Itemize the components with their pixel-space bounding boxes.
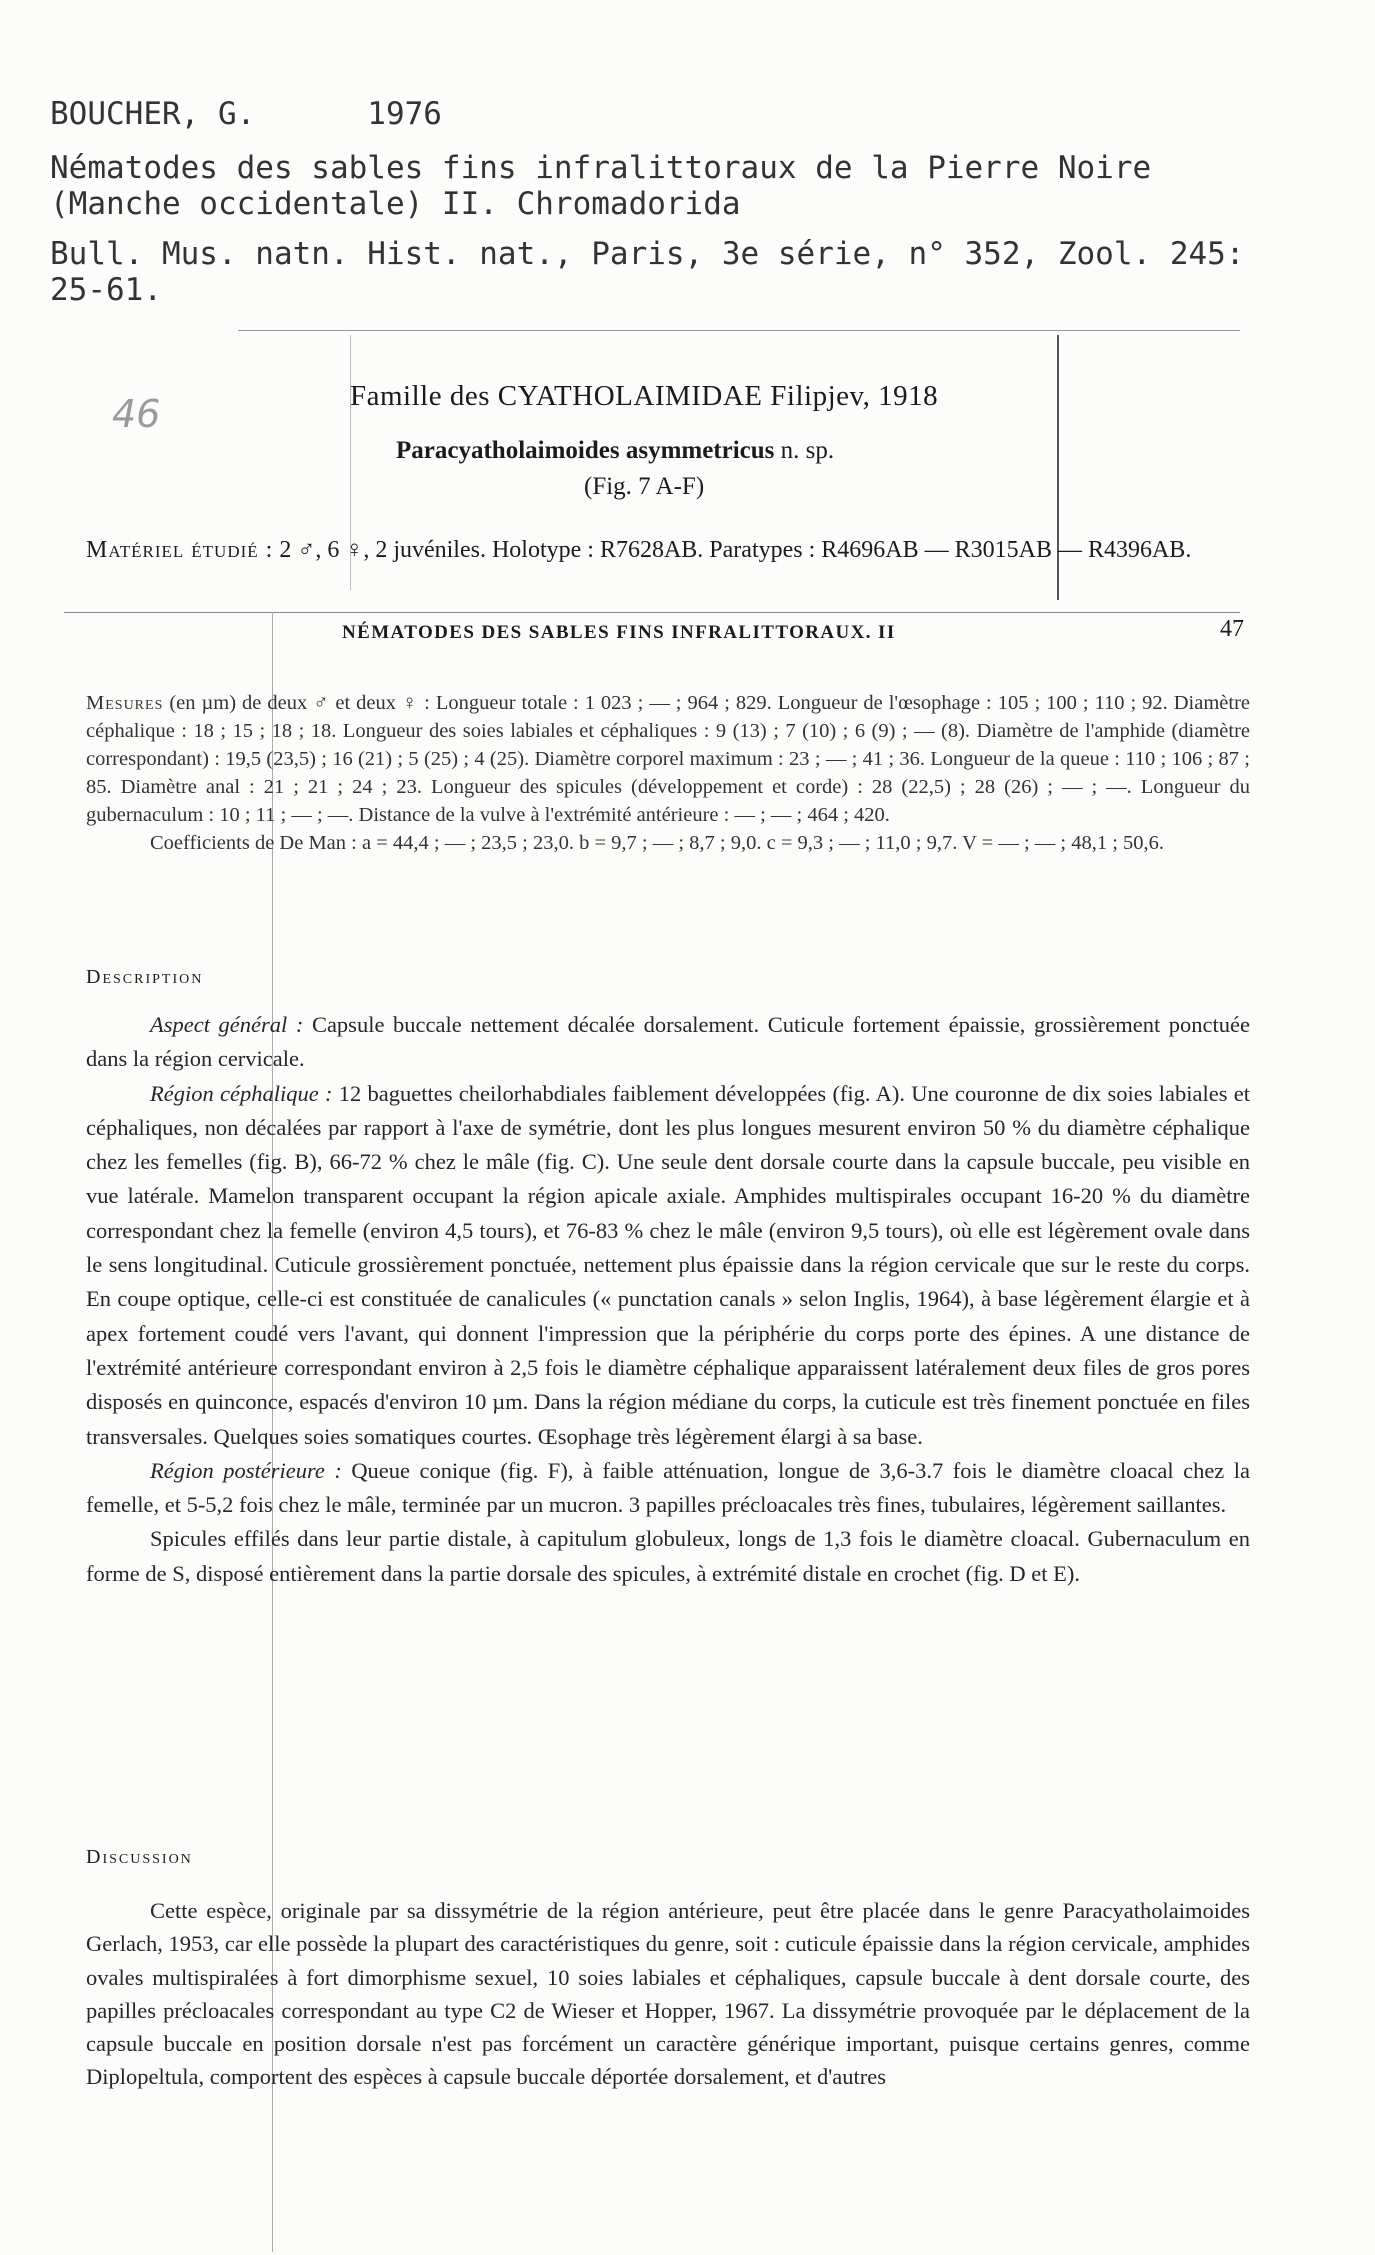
clipping-top-border	[238, 330, 1240, 331]
mesures-block	[86, 689, 1250, 857]
coefficients-paragraph: Coefficients de De Man : a = 44,4 ; — ; 23,5 ; 23,0. b = 9,7 ; — ; 8,7 ; 9,0. c = 9,3 ; — ; 11,0 ; 9,7. V = — ; — ; 48,1 ; 50,6.	[150, 832, 1165, 854]
discussion-heading: Discussion	[86, 1846, 193, 1868]
citation-journal-line1: Bull. Mus. natn. Hist. nat., Paris, 3e série, n° 352, Zool. 245:	[50, 236, 1245, 272]
aspect-general-text: Capsule buccale nettement décalée dorsalement. Cuticule fortement épaissie, grossièrement ponctuée dans la région cervicale.	[86, 1012, 1251, 1072]
species-suffix: n. sp.	[780, 437, 835, 464]
citation-author-year	[50, 96, 442, 132]
aspect-general-paragraph	[86, 1008, 1250, 1077]
discussion-paragraph: Cette espèce, originale par sa dissymétrie de la région antérieure, peut être placée dans le genre Paracyatholaimoides Gerlach, 1953, car elle possède la plupart des caractéristiques du genre, soit : cuticule épaissie dans la région cervicale, amphides ovales multispiralées à fort dimorphisme sexuel, 10 soies labiales et céphaliques, capsule buccale à dent dorsale courte, des papilles précloacales correspondant au type C2 de Wieser et Hopper, 1967. La dissymétrie provoquée par le déplacement de la capsule buccale en position dorsale n'est pas forcément un caractère générique important, puisque certains genres, comme Diplopeltula, comportent des espèces à capsule buccale déportée dorsalement, et d'autres	[86, 1898, 1250, 2090]
mesures-label: Mesures	[86, 692, 164, 714]
region-posterieure-paragraph	[86, 1454, 1250, 1523]
mesures-paragraph	[86, 689, 1250, 829]
description-body	[86, 1008, 1250, 1591]
page-number: 47	[1220, 616, 1244, 642]
mesures-text: (en µm) de deux ♂ et deux ♀ : Longueur totale : 1 023 ; — ; 964 ; 829. Longueur de l'œsophage : 105 ; 100 ; 110 ; 92. Diamètre céphalique : 18 ; 15 ; 18 ; 18. Longueur des soies labiales et céphaliques : 9 (13) ; 7 (10) ; 6 (9) ; — (8). Diamètre de l'amphide (diamètre correspondant) : 19,5 (23,5) ; 16 (21) ; 5 (25) ; 4 (25). Diamètre corporel maximum : 23 ; — ; 41 ; 36. Longueur de la queue : 110 ; 106 ; 87 ; 85. Diamètre anal : 21 ; 21 ; 24 ; 23. Longueur des spicules (développement et corde) : 28 (22,5) ; 28 (26) ; — ; —. Longueur du gubernaculum : 10 ; 11 ; — ; —. Distance de la vulve à l'extrémité antérieure : — ; — ; 464 ; 420.	[86, 692, 1251, 826]
region-posterieure-label: Région postérieure :	[150, 1457, 342, 1483]
aspect-general-label: Aspect général :	[150, 1012, 304, 1037]
running-head: NÉMATODES DES SABLES FINS INFRALITTORAUX. II	[342, 622, 896, 643]
handwritten-number: 46	[112, 392, 161, 436]
species-name: Paracyatholaimoides asymmetricus	[396, 437, 775, 464]
family-heading: Famille des CYATHOLAIMIDAE Filipjev, 1918	[350, 380, 939, 412]
species-heading	[396, 437, 834, 465]
citation-journal-line2: 25-61.	[50, 272, 162, 308]
materiel-text: 2 ♂, 6 ♀, 2 juvéniles. Holotype : R7628AB. Paratypes : R4696AB — R3015AB — R4396AB.	[279, 537, 1192, 563]
spicules-paragraph: Spicules effilés dans leur partie distale, à capitulum globuleux, longs de 1,3 fois le diamètre cloacal. Gubernaculum en forme de S, disposé entièrement dans la partie dorsale des spicules, à extrémité distale en crochet (fig. D et E).	[86, 1526, 1250, 1586]
page-top-border	[64, 612, 1240, 613]
region-cephalique-label: Région céphalique :	[150, 1080, 333, 1106]
figure-reference: (Fig. 7 A-F)	[584, 473, 705, 500]
description-heading: Description	[86, 966, 204, 988]
region-posterieure-text: Queue conique (fig. F), à faible atténuation, longue de 3,6-3.7 fois le diamètre cloacal chez la femelle, et 5-5,2 fois chez le mâle, terminée par un mucron. 3 papilles précloacales très fines, tubulaires, légèrement saillantes.	[86, 1457, 1251, 1518]
citation-author: BOUCHER, G.	[50, 96, 256, 132]
citation-year: 1976	[367, 96, 442, 132]
materiel-label: Matériel étudié :	[86, 537, 274, 563]
citation-title-line1: Nématodes des sables fins infralittoraux de la Pierre Noire	[50, 150, 1152, 186]
discussion-body	[86, 1894, 1250, 2094]
materiel-etudie	[86, 535, 1256, 566]
region-cephalique-paragraph	[86, 1077, 1250, 1454]
region-cephalique-text: 12 baguettes cheilorhabdiales faiblement développées (fig. A). Une couronne de dix soies labiales et céphaliques, non décalées par rapport à l'axe de symétrie, dont les plus longues mesurent environ 50 % du diamètre céphalique chez les femelles (fig. B), 66-72 % chez le mâle (fig. C). Une seule dent dorsale courte dans la capsule buccale, peu visible en vue latérale. Mamelon transparent occupant la région apicale axiale. Amphides multispirales occupant 16-20 % du diamètre correspondant chez la femelle (environ 4,5 tours), et 76-83 % chez le mâle (environ 9,5 tours), où elle est légèrement ovale dans le sens longitudinal. Cuticule grossièrement ponctuée, nettement plus épaissie dans la région cervicale que sur le reste du corps. En coupe optique, celle-ci est constituée de canalicules (« punctation canals » selon Inglis, 1964), à base légèrement élargie et à apex fortement coudé vers l'avant, qui donnent l'impression que la périphérie du corps porte des épines. A une distance de l'extrémité antérieure correspondant environ à 2,5 fois le diamètre céphalique apparaissent latéralement deux files de gros pores disposés en quinconce, espacés d'environ 10 µm. Dans la région médiane du corps, la cuticule est très finement ponctuée en files transversales. Quelques soies somatiques courtes. Œsophage très légèrement élargi à sa base.	[86, 1080, 1251, 1449]
citation-title-line2: (Manche occidentale) II. Chromadorida	[50, 186, 741, 222]
